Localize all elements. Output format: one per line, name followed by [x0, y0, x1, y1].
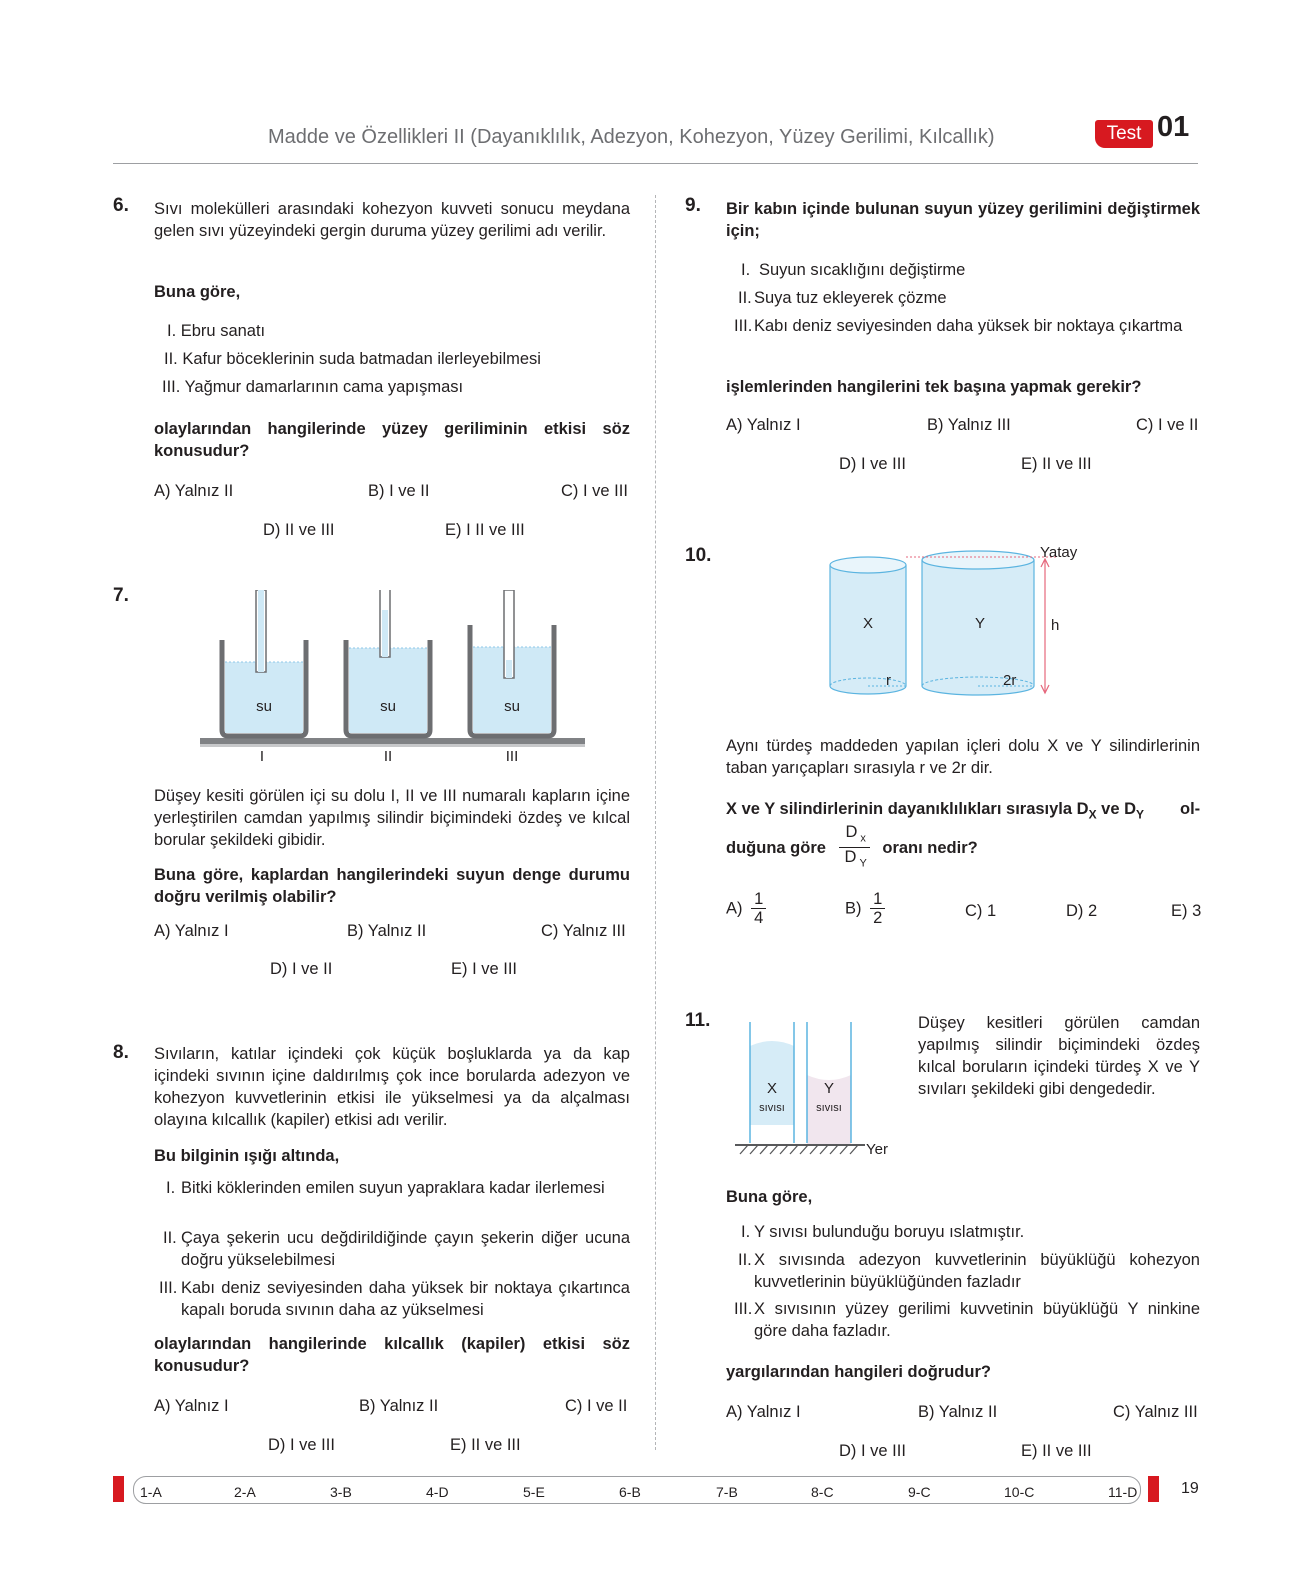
- q11-item-1-text: Y sıvısı bulunduğu boruyu ıslatmıştır.: [754, 1223, 1025, 1241]
- q10-number: 10.: [685, 545, 712, 566]
- label-y-liquid: Y: [823, 1080, 835, 1097]
- container-3-roman: III: [505, 748, 519, 765]
- q9-item-2: [726, 287, 1200, 309]
- q10-frac-num: D: [845, 823, 858, 841]
- q7-number: 7.: [113, 585, 129, 606]
- q11-item-2-text: X sıvısında adezyon kuvvetlerinin büyüklüğü kohezyon kuvvetlerinin büyüklüğünden fazladır: [754, 1251, 1200, 1291]
- q10-q-text-d: duğuna göre: [726, 838, 826, 857]
- q10-option-d[interactable]: D) 2: [1066, 902, 1098, 920]
- q8-item-3-text: Kabı deniz seviyesinden daha yüksek bir noktaya çıkartınca kapalı boruda sıvının daha az yükselmesi: [181, 1279, 630, 1319]
- footer-red-block-right: [1148, 1476, 1159, 1502]
- q7-option-e[interactable]: E) I ve III: [451, 960, 518, 978]
- q10-q-text-c: ol-: [1180, 800, 1201, 818]
- q6-lead: Buna göre,: [154, 283, 241, 301]
- column-divider: [655, 195, 656, 1450]
- q6-option-d[interactable]: D) II ve III: [263, 521, 335, 539]
- q6-option-e[interactable]: E) I II ve III: [445, 521, 525, 539]
- answer-key-item: 2-A: [234, 1484, 256, 1500]
- q9-item-2-roman: II.: [738, 289, 752, 307]
- q10-option-a-num: 1: [751, 890, 766, 909]
- q9-item-1-text: Suyun sıcaklığını değiştirme: [759, 261, 966, 279]
- q8-stem: Sıvıların, katılar içindeki çok küçük boşluklarda ya da kap içindeki sıvının içine daldırılmış çok ince borularda adezyon ve kohezyon kuvvetlerinin etkisi ile yükselmesi ya da alçalması olayına kılcallık (kapiler) etkisi adı verilir.: [154, 1045, 630, 1129]
- answer-key-item: 3-B: [330, 1484, 352, 1500]
- q8-option-c[interactable]: C) I ve II: [565, 1397, 628, 1415]
- q10-sub-y: Y: [1136, 807, 1145, 822]
- q7-option-a[interactable]: A) Yalnız I: [154, 922, 229, 940]
- q10-option-b-fraction: [870, 890, 885, 927]
- q11-option-e[interactable]: E) II ve III: [1021, 1442, 1092, 1460]
- q11-option-c[interactable]: C) Yalnız III: [1113, 1403, 1198, 1421]
- q6-item-2: II. Kafur böceklerinin suda batmadan ilerleyebilmesi: [164, 350, 541, 368]
- q7-option-c[interactable]: C) Yalnız III: [541, 922, 626, 940]
- q8-option-d[interactable]: D) I ve III: [268, 1436, 335, 1454]
- header-rule: [113, 163, 1198, 164]
- q9-item-2-text: Suya tuz ekleyerek çözme: [754, 289, 947, 307]
- q10-q-text-a: X ve Y silindirlerinin dayanıklılıkları sırasıyla D: [726, 800, 1089, 818]
- container-1-label: su: [256, 698, 272, 715]
- q10-question-line-2: [726, 823, 978, 873]
- q10-q-text-e: oranı nedir?: [882, 838, 978, 857]
- q9-item-3: [726, 315, 1200, 337]
- q7-option-b[interactable]: B) Yalnız II: [347, 922, 427, 940]
- test-badge: Test: [1095, 120, 1153, 148]
- q8-question: olaylarından hangilerinde kılcallık (kapiler) etkisi söz konusudur?: [154, 1335, 630, 1375]
- q9-item-3-roman: III.: [734, 317, 753, 335]
- q9-stem: Bir kabın içinde bulunan suyun yüzey gerilimini değiştirmek için;: [726, 200, 1200, 240]
- q8-item-3: [154, 1277, 630, 1321]
- q8-item-1: [154, 1177, 630, 1199]
- q6-question: olaylarından hangilerinde yüzey geriliminin etkisi söz konusudur?: [154, 420, 630, 460]
- q10-q-text-b: ve D: [1096, 800, 1137, 818]
- label-yer: Yer: [866, 1141, 888, 1158]
- q8-number: 8.: [113, 1042, 129, 1063]
- ground-hatching: [735, 1145, 865, 1154]
- q11-lead: Buna göre,: [726, 1188, 813, 1206]
- q10-option-b-label: B): [845, 899, 862, 918]
- q7-option-d[interactable]: D) I ve II: [270, 960, 333, 978]
- container-2-roman: II: [383, 748, 393, 765]
- q9-option-e[interactable]: E) II ve III: [1021, 455, 1092, 473]
- label-y-sivisi: sıvısı: [816, 1102, 842, 1114]
- container-3-label: su: [504, 698, 520, 715]
- q9-option-d[interactable]: D) I ve III: [839, 455, 906, 473]
- q6-option-a[interactable]: A) Yalnız II: [154, 482, 234, 500]
- q10-option-a-label: A): [726, 899, 743, 918]
- q8-item-1-text: Bitki köklerinden emilen suyun yapraklara kadar ilerlemesi: [181, 1179, 605, 1197]
- q6-option-c[interactable]: C) I ve III: [561, 482, 628, 500]
- q7-stem: Düşey kesiti görülen içi su dolu I, II ve III numaralı kapların içine yerleştirilen camdan yapılmış silindir biçimindeki özdeş ve kılcal borular şekildeki gibidir.: [154, 787, 630, 849]
- page-header-title: Madde ve Özellikleri II (Dayanıklılık, Adezyon, Kohezyon, Yüzey Gerilimi, Kılcallık): [268, 126, 995, 148]
- q9-item-3-text: Kabı deniz seviyesinden daha yüksek bir noktaya çıkartma: [754, 317, 1183, 335]
- label-yatay: Yatay: [1040, 545, 1078, 561]
- table-surface: [200, 738, 585, 744]
- label-x-liquid: X: [766, 1080, 778, 1097]
- q11-option-a[interactable]: A) Yalnız I: [726, 1403, 801, 1421]
- q6-number: 6.: [113, 195, 129, 216]
- answer-key-item: 4-D: [426, 1484, 449, 1500]
- q10-frac-num-sub: x: [860, 832, 866, 845]
- q6-item-1: I. Ebru sanatı: [167, 322, 266, 340]
- q9-question: işlemlerinden hangilerini tek başına yapmak gerekir?: [726, 378, 1142, 396]
- container-2-label: su: [380, 698, 396, 715]
- q11-question: yargılarından hangileri doğrudur?: [726, 1363, 991, 1381]
- q8-option-a[interactable]: A) Yalnız I: [154, 1397, 229, 1415]
- q7-question: Buna göre, kaplardan hangilerindeki suyun denge durumu doğru verilmiş olabilir?: [154, 866, 630, 906]
- container-1-roman: I: [259, 748, 265, 765]
- q10-stem: Aynı türdeş maddeden yapılan içleri dolu X ve Y silindirlerinin taban yarıçapları sırasıyla r ve 2r dir.: [726, 737, 1200, 777]
- table-shadow: [200, 744, 585, 747]
- q10-sub-x: X: [1088, 807, 1097, 822]
- q11-figure-capillary-tubes: [730, 1020, 910, 1165]
- q9-option-a[interactable]: A) Yalnız I: [726, 416, 801, 434]
- q10-option-a-fraction: [751, 890, 766, 927]
- answer-key-item: 11-D: [1108, 1484, 1138, 1500]
- q11-item-2: [726, 1249, 1200, 1293]
- answer-key-item: 6-B: [619, 1484, 641, 1500]
- page-number: 19: [1181, 1480, 1199, 1497]
- q9-option-b[interactable]: B) Yalnız III: [927, 416, 1011, 434]
- q8-item-2: [154, 1227, 630, 1271]
- answer-key-item: 10-C: [1004, 1484, 1035, 1500]
- q9-item-1: [726, 259, 1200, 281]
- q10-frac-den-sub: Y: [859, 857, 867, 870]
- footer-red-block-left: [113, 1476, 124, 1502]
- label-2r: 2r: [1003, 672, 1017, 689]
- q11-option-d[interactable]: D) I ve III: [839, 1442, 906, 1460]
- q10-option-c[interactable]: C) 1: [965, 902, 997, 920]
- q10-option-b[interactable]: [845, 890, 885, 927]
- answer-key-item: 1-A: [140, 1484, 162, 1500]
- q10-frac-den: D: [844, 848, 857, 867]
- answer-key-item: 9-C: [908, 1484, 931, 1500]
- q11-item-1: [726, 1221, 1200, 1243]
- q8-option-b[interactable]: B) Yalnız II: [359, 1397, 439, 1415]
- answer-key-item: 8-C: [811, 1484, 834, 1500]
- q10-question-line-1: [726, 798, 1201, 825]
- q11-option-b[interactable]: B) Yalnız II: [918, 1403, 998, 1421]
- q11-item-3: [726, 1298, 1200, 1342]
- q10-option-a[interactable]: [726, 890, 766, 927]
- q11-item-1-roman: I.: [741, 1223, 751, 1241]
- q6-item-3: III. Yağmur damarlarının cama yapışması: [162, 378, 464, 396]
- answer-key-item: 5-E: [523, 1484, 545, 1500]
- q6-option-b[interactable]: B) I ve II: [368, 482, 430, 500]
- q10-ratio-fraction: [839, 823, 870, 873]
- q8-item-2-text: Çaya şekerin ucu değdirildiğinde çayın şekerin diğer ucuna doğru yükselebilmesi: [181, 1229, 630, 1269]
- q11-item-3-roman: III.: [734, 1300, 753, 1318]
- q9-item-1-roman: I.: [741, 261, 751, 279]
- q8-item-2-roman: II.: [163, 1229, 177, 1247]
- label-h: h: [1051, 617, 1060, 634]
- label-x: X: [863, 615, 874, 632]
- q9-option-c[interactable]: C) I ve II: [1136, 416, 1199, 434]
- q6-stem: Sıvı molekülleri arasındaki kohezyon kuvveti sonucu meydana gelen sıvı yüzeyindeki gergin duruma yüzey gerilimi adı verilir.: [154, 200, 630, 240]
- q11-item-3-text: X sıvısının yüzey gerilimi kuvvetinin büyüklüğü Y ninkine göre daha fazladır.: [754, 1300, 1200, 1340]
- answer-key-item: 7-B: [716, 1484, 738, 1500]
- q8-lead: Bu bilginin ışığı altında,: [154, 1147, 340, 1165]
- q9-number: 9.: [685, 195, 701, 216]
- q10-option-e[interactable]: E) 3: [1171, 902, 1202, 920]
- q11-stem: Düşey kesitleri görülen camdan yapılmış silindir biçimindeki özdeş kılcal boruların içindeki türdeş X ve Y sıvıları şekildeki gibi dengededir.: [918, 1014, 1200, 1098]
- q10-option-b-den: 2: [873, 909, 883, 927]
- q10-option-b-num: 1: [870, 890, 885, 909]
- q10-option-a-den: 4: [754, 909, 764, 927]
- q11-number: 11.: [685, 1010, 711, 1031]
- q8-option-e[interactable]: E) II ve III: [450, 1436, 521, 1454]
- q8-item-1-roman: I.: [166, 1179, 176, 1197]
- q8-item-3-roman: III.: [159, 1279, 178, 1297]
- label-r: r: [886, 672, 891, 689]
- q10-figure-cylinders: [820, 545, 1090, 715]
- label-x-sivisi: sıvısı: [759, 1102, 785, 1114]
- q7-figure-capillary-containers: [200, 590, 590, 775]
- test-number: 01: [1157, 111, 1190, 143]
- q11-item-2-roman: II.: [738, 1251, 752, 1269]
- label-y: Y: [975, 615, 986, 632]
